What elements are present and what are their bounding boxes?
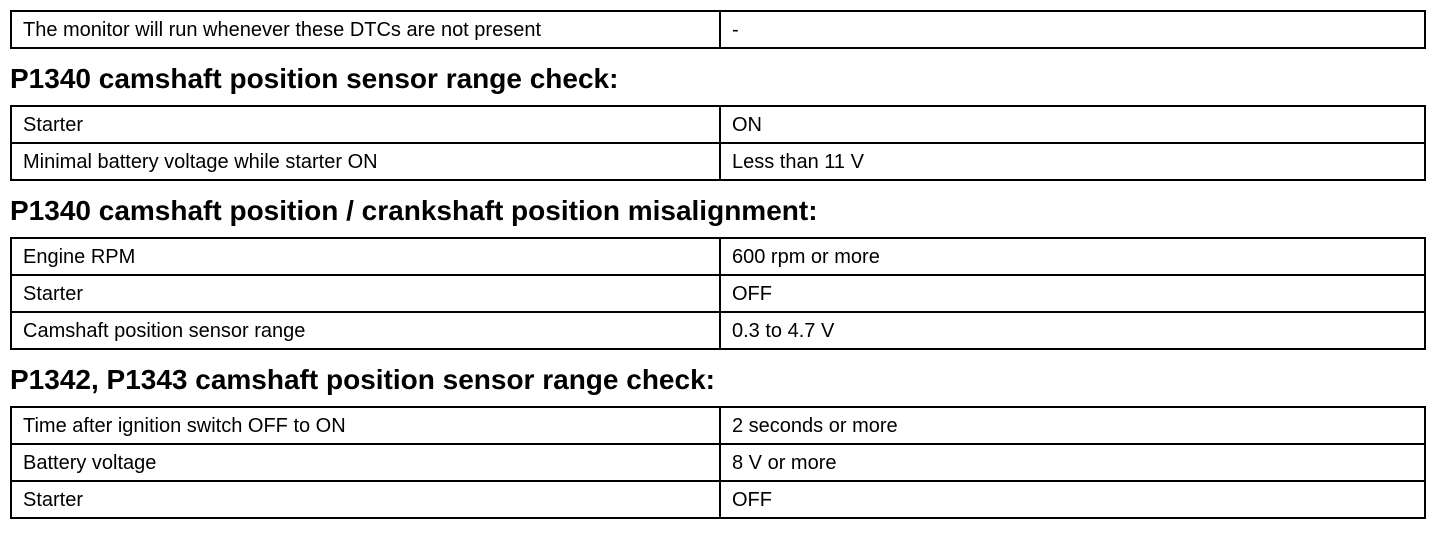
table-row: [11, 11, 1425, 48]
table-row: [11, 143, 1425, 180]
condition-label: Battery voltage: [11, 444, 720, 481]
table-row: [11, 106, 1425, 143]
condition-value: Less than 11 V: [720, 143, 1425, 180]
table-row: [11, 238, 1425, 275]
condition-value: -: [720, 11, 1425, 48]
p1340-range-check-table: [10, 105, 1426, 181]
section-heading-p1340-range-check: P1340 camshaft position sensor range check:: [10, 63, 619, 94]
condition-value: 600 rpm or more: [720, 238, 1425, 275]
condition-value: ON: [720, 106, 1425, 143]
condition-label: Starter: [11, 481, 720, 518]
section-heading-p1340-misalignment: P1340 camshaft position / crankshaft position misalignment:: [10, 195, 818, 226]
condition-value: 8 V or more: [720, 444, 1425, 481]
condition-label: Starter: [11, 275, 720, 312]
table-row: [11, 275, 1425, 312]
condition-label: Time after ignition switch OFF to ON: [11, 407, 720, 444]
intro-conditions-table: [10, 10, 1426, 49]
condition-label: Camshaft position sensor range: [11, 312, 720, 349]
condition-label: Starter: [11, 106, 720, 143]
p1340-misalignment-table: [10, 237, 1426, 350]
p1342-p1343-range-check-table: [10, 406, 1426, 519]
section-heading-p1342-p1343-range-check: P1342, P1343 camshaft position sensor range check:: [10, 364, 715, 395]
condition-label: Minimal battery voltage while starter ON: [11, 143, 720, 180]
table-row: [11, 481, 1425, 518]
table-row: [11, 312, 1425, 349]
condition-value: 0.3 to 4.7 V: [720, 312, 1425, 349]
table-row: [11, 407, 1425, 444]
condition-label: Engine RPM: [11, 238, 720, 275]
document-page: [10, 10, 1426, 519]
condition-label: The monitor will run whenever these DTCs are not present: [11, 11, 720, 48]
condition-value: OFF: [720, 481, 1425, 518]
condition-value: 2 seconds or more: [720, 407, 1425, 444]
condition-value: OFF: [720, 275, 1425, 312]
table-row: [11, 444, 1425, 481]
